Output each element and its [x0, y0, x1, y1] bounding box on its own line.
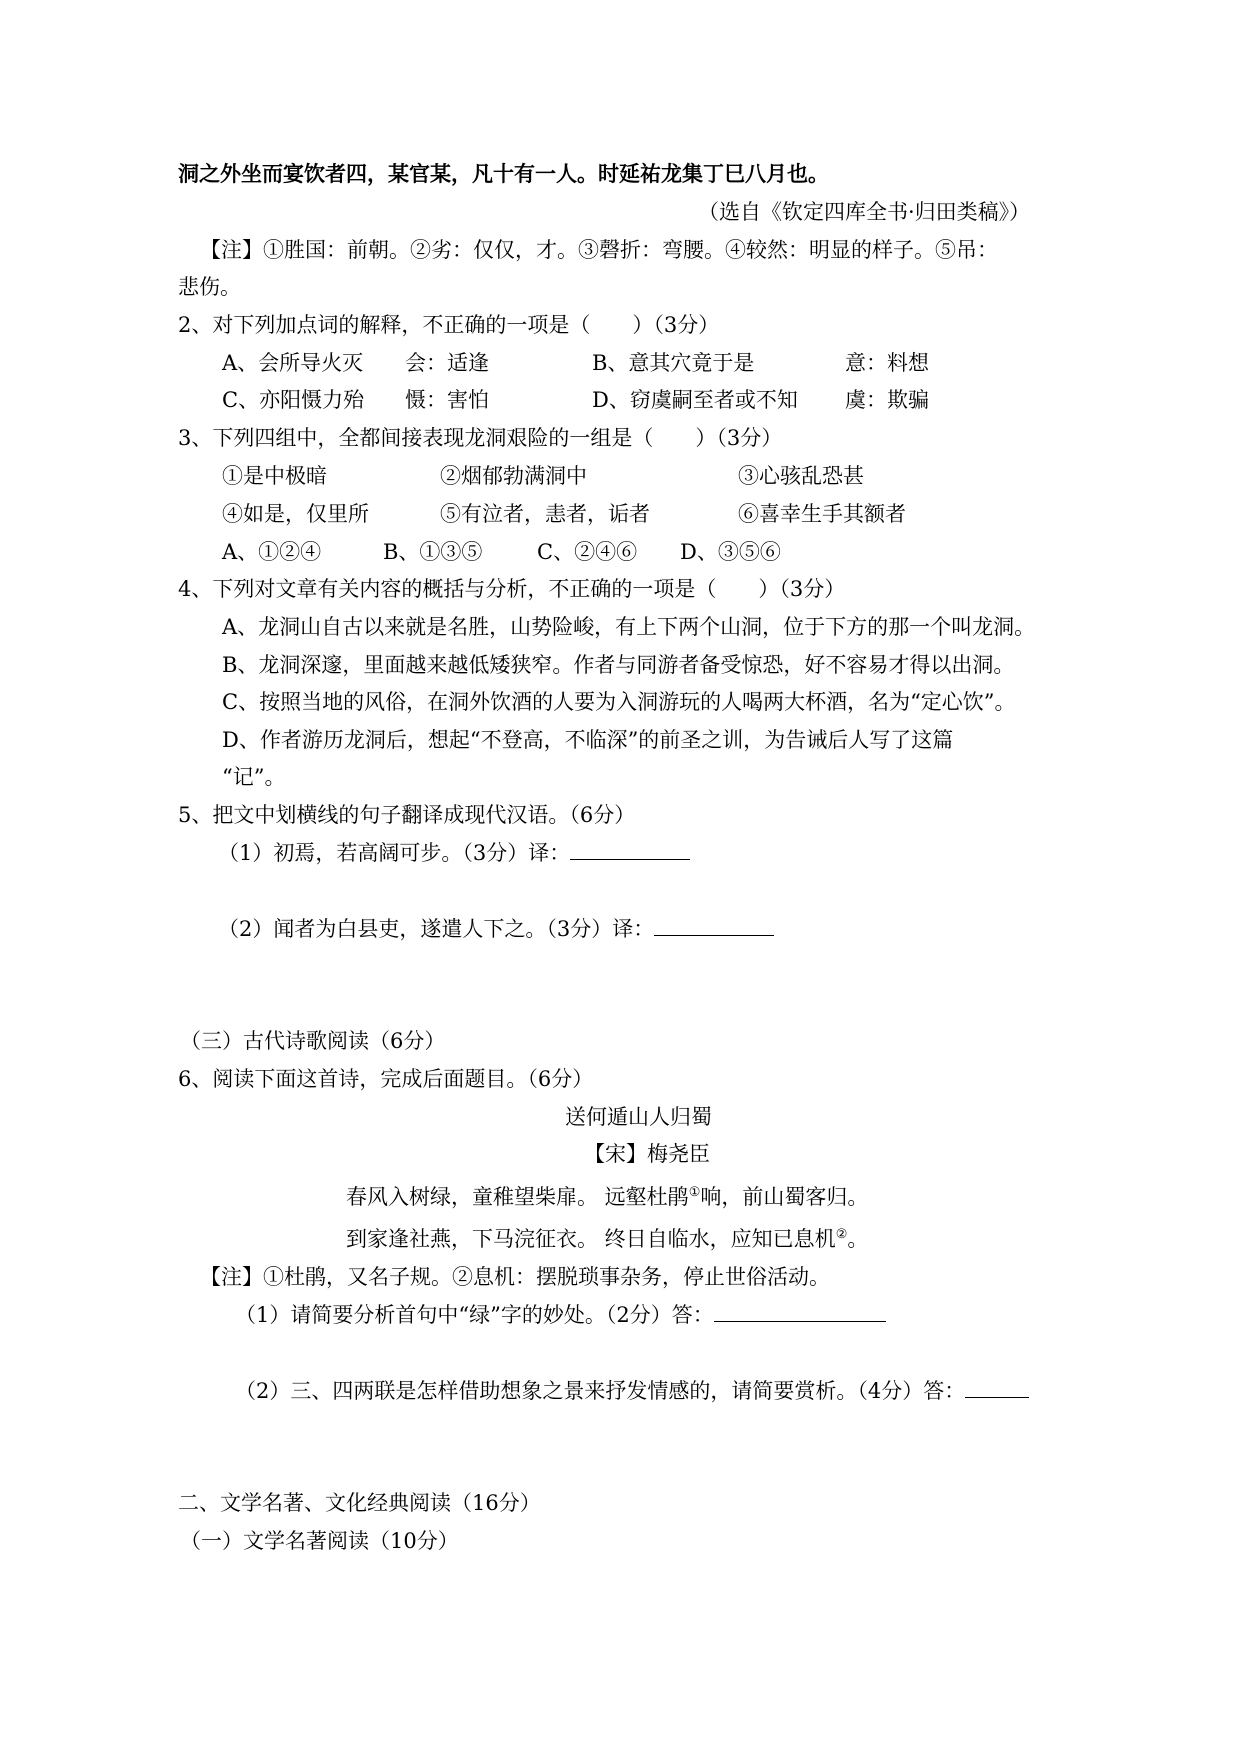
q5-sentence-2: [218, 915, 774, 943]
q4-stem: 4、下列对文章有关内容的概括与分析，不正确的一项是（ ）（3分）: [178, 577, 846, 601]
q2-option-c-gloss: 慑：害怕: [405, 388, 489, 412]
q2-option-a-gloss: 会：适逢: [405, 351, 489, 375]
q4-option-d-cont: “记”。: [222, 765, 286, 789]
poem-line-1a: 春风入树绿，童稚望柴扉。 远壑杜鹃: [346, 1185, 689, 1209]
q5-sentence-2-text: （2）闻者为白县吏，遂遣人下之。（3分）译：: [218, 917, 655, 941]
q3-stem: 3、下列四组中，全都间接表现龙洞艰险的一组是（ ）（3分）: [178, 426, 783, 450]
q5-stem: 5、把文中划横线的句子翻译成现代汉语。（6分）: [178, 803, 636, 827]
q2-stem: 2、对下列加点词的解释，不正确的一项是（ ）（3分）: [178, 313, 720, 337]
part-2-subheading: （一）文学名著阅读（10分）: [180, 1529, 459, 1553]
q6-sub-1: [235, 1301, 886, 1329]
q2-option-d: D、窃虞嗣至者或不知: [592, 388, 798, 412]
q2-option-a: A、会所导火灭: [222, 351, 364, 375]
poem-line-2b: 。: [847, 1227, 869, 1251]
q5-sentence-1-text: （1）初焉，若高阔可步。（3分）译：: [218, 841, 571, 865]
q3-item-4: ④如是，仅里所: [222, 502, 369, 526]
section-3-heading: （三）古代诗歌阅读（6分）: [180, 1029, 446, 1053]
q4-option-b: B、龙洞深邃，里面越来越低矮狭窄。作者与同游者备受惊恐，好不容易才得以出洞。: [222, 653, 1015, 677]
q6-sub-1-text: （1）请简要分析首句中“绿”字的妙处。（2分）答：: [235, 1303, 714, 1327]
poem-line-2: [346, 1221, 868, 1253]
passage-last-line: 洞之外坐而宴饮者四，某官某，凡十有一人。时延祐龙集丁巳八月也。: [178, 161, 829, 186]
q5-answer-blank-1[interactable]: [570, 839, 690, 860]
q2-option-b: B、意其穴竟于是: [592, 351, 755, 375]
q5-answer-blank-2[interactable]: [654, 915, 774, 936]
q3-item-5: ⑤有泣者，恚者，诟者: [440, 502, 650, 526]
q3-choice-d: D、③⑤⑥: [680, 540, 781, 564]
q3-item-3: ③心骇乱恐甚: [738, 464, 864, 488]
q2-option-c: C、亦阳慑力殆: [222, 388, 365, 412]
footnote-marker-2: ②: [835, 1227, 848, 1242]
part-2-heading: 二、文学名著、文化经典阅读（16分）: [178, 1491, 541, 1515]
q6-sub-2-text: （2）三、四两联是怎样借助想象之景来抒发情感的，请简要赏析。（4分）答：: [235, 1379, 966, 1403]
q5-sentence-1: [218, 839, 690, 867]
poem-author: 【宋】梅尧臣: [584, 1142, 710, 1166]
q6-answer-blank-2[interactable]: [965, 1377, 1029, 1398]
q2-option-d-gloss: 虞：欺骗: [845, 388, 929, 412]
q3-item-2: ②烟郁勃满洞中: [440, 464, 587, 488]
q6-sub-2: [235, 1377, 1029, 1405]
q3-choice-c: C、②④⑥: [537, 540, 638, 564]
q6-answer-blank-1[interactable]: [714, 1301, 886, 1322]
q3-choice-a: A、①②④: [222, 540, 322, 564]
note-line-2: 悲伤。: [178, 275, 241, 299]
poem-note: 【注】①杜鹃，又名子规。②息机：摆脱琐事杂务，停止世俗活动。: [200, 1265, 830, 1289]
poem-line-2a: 到家逢社燕，下马浣征衣。 终日自临水，应知已息机: [346, 1227, 836, 1251]
q4-option-a: A、龙洞山自古以来就是名胜，山势险峻，有上下两个山洞，位于下方的那一个叫龙洞。: [222, 615, 1036, 639]
q6-stem: 6、阅读下面这首诗，完成后面题目。（6分）: [178, 1067, 594, 1091]
q3-item-6: ⑥喜幸生手其额者: [738, 502, 906, 526]
q3-item-1: ①是中极暗: [222, 464, 327, 488]
footnote-marker-1: ①: [688, 1185, 701, 1200]
poem-title: 送何遁山人归蜀: [565, 1105, 712, 1129]
q2-option-b-gloss: 意：料想: [845, 351, 929, 375]
q3-choice-b: B、①③⑤: [383, 540, 483, 564]
note-line-1: 【注】①胜国：前朝。②劣：仅仅，才。③磬折：弯腰。④较然：明显的样子。⑤吊：: [200, 238, 998, 262]
poem-line-1: [346, 1179, 868, 1211]
passage-source: （选自《钦定四库全书·归田类稿》）: [698, 200, 1031, 224]
q4-option-c: C、按照当地的风俗，在洞外饮酒的人要为入洞游玩的人喝两大杯酒，名为“定心饮”。: [222, 690, 1016, 714]
poem-line-1b: 响，前山蜀客归。: [700, 1185, 869, 1209]
q4-option-d: D、作者游历龙洞后，想起“不登高，不临深”的前圣之训，为告诫后人写了这篇: [222, 728, 954, 752]
